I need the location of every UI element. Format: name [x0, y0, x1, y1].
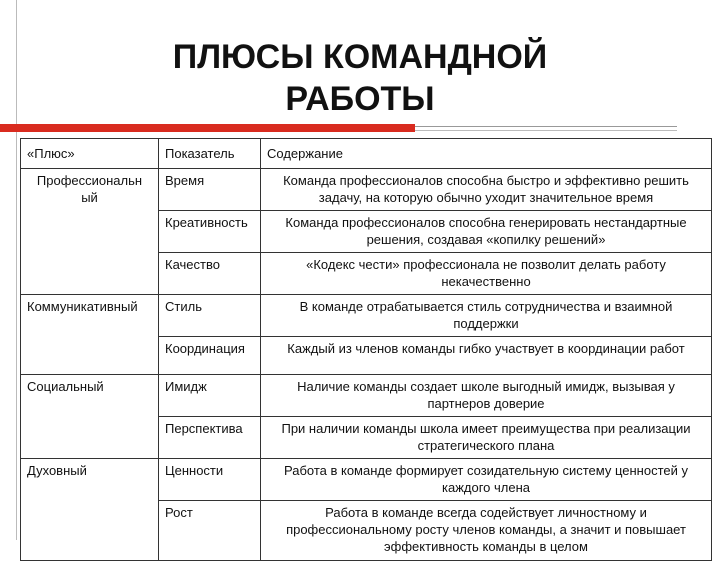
slide-title-line-2: РАБОТЫ	[285, 80, 435, 118]
indicator-cell: Ценности	[159, 459, 261, 501]
slide-title	[0, 36, 720, 120]
content-cell: Работа в команде формирует созидательную систему ценностей у каждого члена	[261, 459, 712, 501]
header-plus: «Плюс»	[21, 139, 159, 169]
title-divider-line	[415, 126, 677, 127]
title-accent-bar	[0, 124, 415, 132]
plus-cell-spiritual: Духовный	[21, 459, 159, 561]
slide-title-line-1: ПЛЮСЫ КОМАНДНОЙ	[172, 38, 548, 76]
table-row	[21, 375, 712, 417]
plus-cell-social: Социальный	[21, 375, 159, 459]
indicator-cell: Креативность	[159, 211, 261, 253]
table-row	[21, 295, 712, 337]
indicator-cell: Перспектива	[159, 417, 261, 459]
content-cell: Работа в команде всегда содействует личностному и профессиональному росту членов команды, а значит и повышает эффективность команды в целом	[261, 501, 712, 561]
content-cell: При наличии команды школа имеет преимущества при реализации стратегического плана	[261, 417, 712, 459]
content-cell: Каждый из членов команды гибко участвует в координации работ	[261, 337, 712, 375]
indicator-cell: Стиль	[159, 295, 261, 337]
header-content: Содержание	[261, 139, 712, 169]
content-cell: В команде отрабатывается стиль сотрудничества и взаимной поддержки	[261, 295, 712, 337]
content-cell: Наличие команды создает школе выгодный имидж, вызывая у партнеров доверие	[261, 375, 712, 417]
title-divider-line-2	[415, 130, 677, 131]
content-cell: «Кодекс чести» профессионала не позволит делать работу некачественно	[261, 253, 712, 295]
plus-cell-professional: Профессиональн ый	[21, 169, 159, 295]
content-cell: Команда профессионалов способна генерировать нестандартные решения, создавая «копилку решений»	[261, 211, 712, 253]
indicator-cell: Время	[159, 169, 261, 211]
table-header-row	[21, 139, 712, 169]
indicator-cell: Имидж	[159, 375, 261, 417]
header-indicator: Показатель	[159, 139, 261, 169]
indicator-cell: Координация	[159, 337, 261, 375]
table-row	[21, 459, 712, 501]
content-cell: Команда профессионалов способна быстро и эффективно решить задачу, на которую обычно уходит значительное время	[261, 169, 712, 211]
table-row	[21, 169, 712, 211]
indicator-cell: Рост	[159, 501, 261, 561]
benefits-table	[20, 138, 712, 561]
indicator-cell: Качество	[159, 253, 261, 295]
plus-cell-communicative: Коммуникативный	[21, 295, 159, 375]
